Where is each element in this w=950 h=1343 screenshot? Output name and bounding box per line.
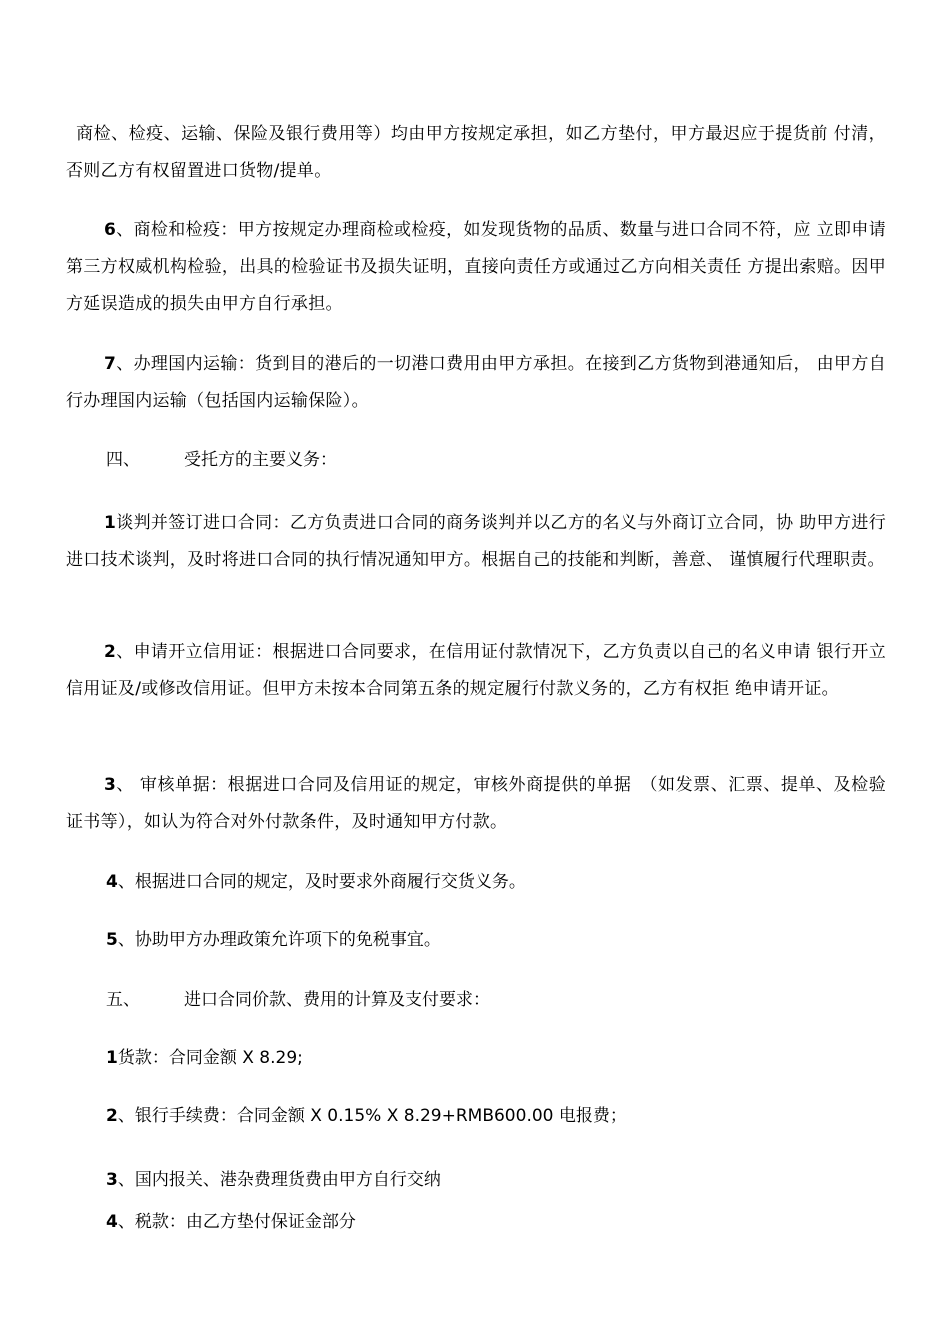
clause-number: 2 xyxy=(104,642,117,662)
section-5-heading: 五、 进口合同价款、费用的计算及支付要求： xyxy=(106,990,490,1010)
clause-number: 3 xyxy=(104,775,117,795)
section-4-heading: 四、 受托方的主要义务： xyxy=(106,450,337,470)
clause-number: 7 xyxy=(104,354,117,374)
paragraph-fees-continued: 商检、检疫、运输、保险及银行费用等）均由甲方按规定承担，如乙方垫付，甲方最迟应于提货前 付清，否则乙方有权留置进口货物/提单。 xyxy=(66,124,886,181)
clause-7-domestic-transport: 7、办理国内运输：货到目的港后的一切港口费用由甲方承担。在接到乙方货物到港通知后， 由甲方自行办理国内运输（包括国内运输保险）。 xyxy=(66,354,886,411)
fee-1-goods-payment: 1货款：合同金额 X 8.29; xyxy=(106,1048,303,1068)
clause-number: 6 xyxy=(104,220,117,240)
fee-4-tax: 4、税款：由乙方垫付保证金部分 xyxy=(106,1212,356,1232)
duty-4-delivery: 4、根据进口合同的规定，及时要求外商履行交货义务。 xyxy=(106,872,526,892)
fee-3-customs: 3、国内报关、港杂费理货费由甲方自行交纳 xyxy=(106,1170,441,1190)
clause-6-inspection: 6、商检和检疫：甲方按规定办理商检或检疫，如发现货物的品质、数量与进口合同不符，应 立即申请第三方权威机构检验，出具的检验证书及损失证明，直接向责任方或通过乙方向相关责任 方提出索赔。因甲方延误造成的损失由甲方自行承担。 xyxy=(66,220,886,314)
clause-number: 1 xyxy=(104,513,117,533)
clause-number: 5 xyxy=(106,930,118,950)
duty-5-tax-exemption: 5、协助甲方办理政策允许项下的免税事宜。 xyxy=(106,930,441,950)
clause-number: 3 xyxy=(106,1170,118,1190)
clause-number: 4 xyxy=(106,872,118,892)
clause-number: 4 xyxy=(106,1212,118,1232)
clause-number: 2 xyxy=(106,1106,118,1126)
clause-number: 1 xyxy=(106,1048,118,1068)
duty-3-document-review: 3、 审核单据：根据进口合同及信用证的规定，审核外商提供的单据 （如发票、汇票、提单、及检验证书等），如认为符合对外付款条件，及时通知甲方付款。 xyxy=(66,775,886,832)
duty-1-negotiation: 1谈判并签订进口合同：乙方负责进口合同的商务谈判并以乙方的名义与外商订立合同，协 助甲方进行进口技术谈判，及时将进口合同的执行情况通知甲方。根据自己的技能和判断，善意、 谨慎履行代理职责。 xyxy=(66,513,886,570)
duty-2-letter-of-credit: 2、申请开立信用证：根据进口合同要求，在信用证付款情况下，乙方负责以自己的名义申请 银行开立信用证及/或修改信用证。但甲方未按本合同第五条的规定履行付款义务的，乙方有权拒 绝申请开证。 xyxy=(66,642,886,699)
fee-2-bank-charges: 2、银行手续费：合同金额 X 0.15% X 8.29+RMB600.00 电报费； xyxy=(106,1106,627,1126)
